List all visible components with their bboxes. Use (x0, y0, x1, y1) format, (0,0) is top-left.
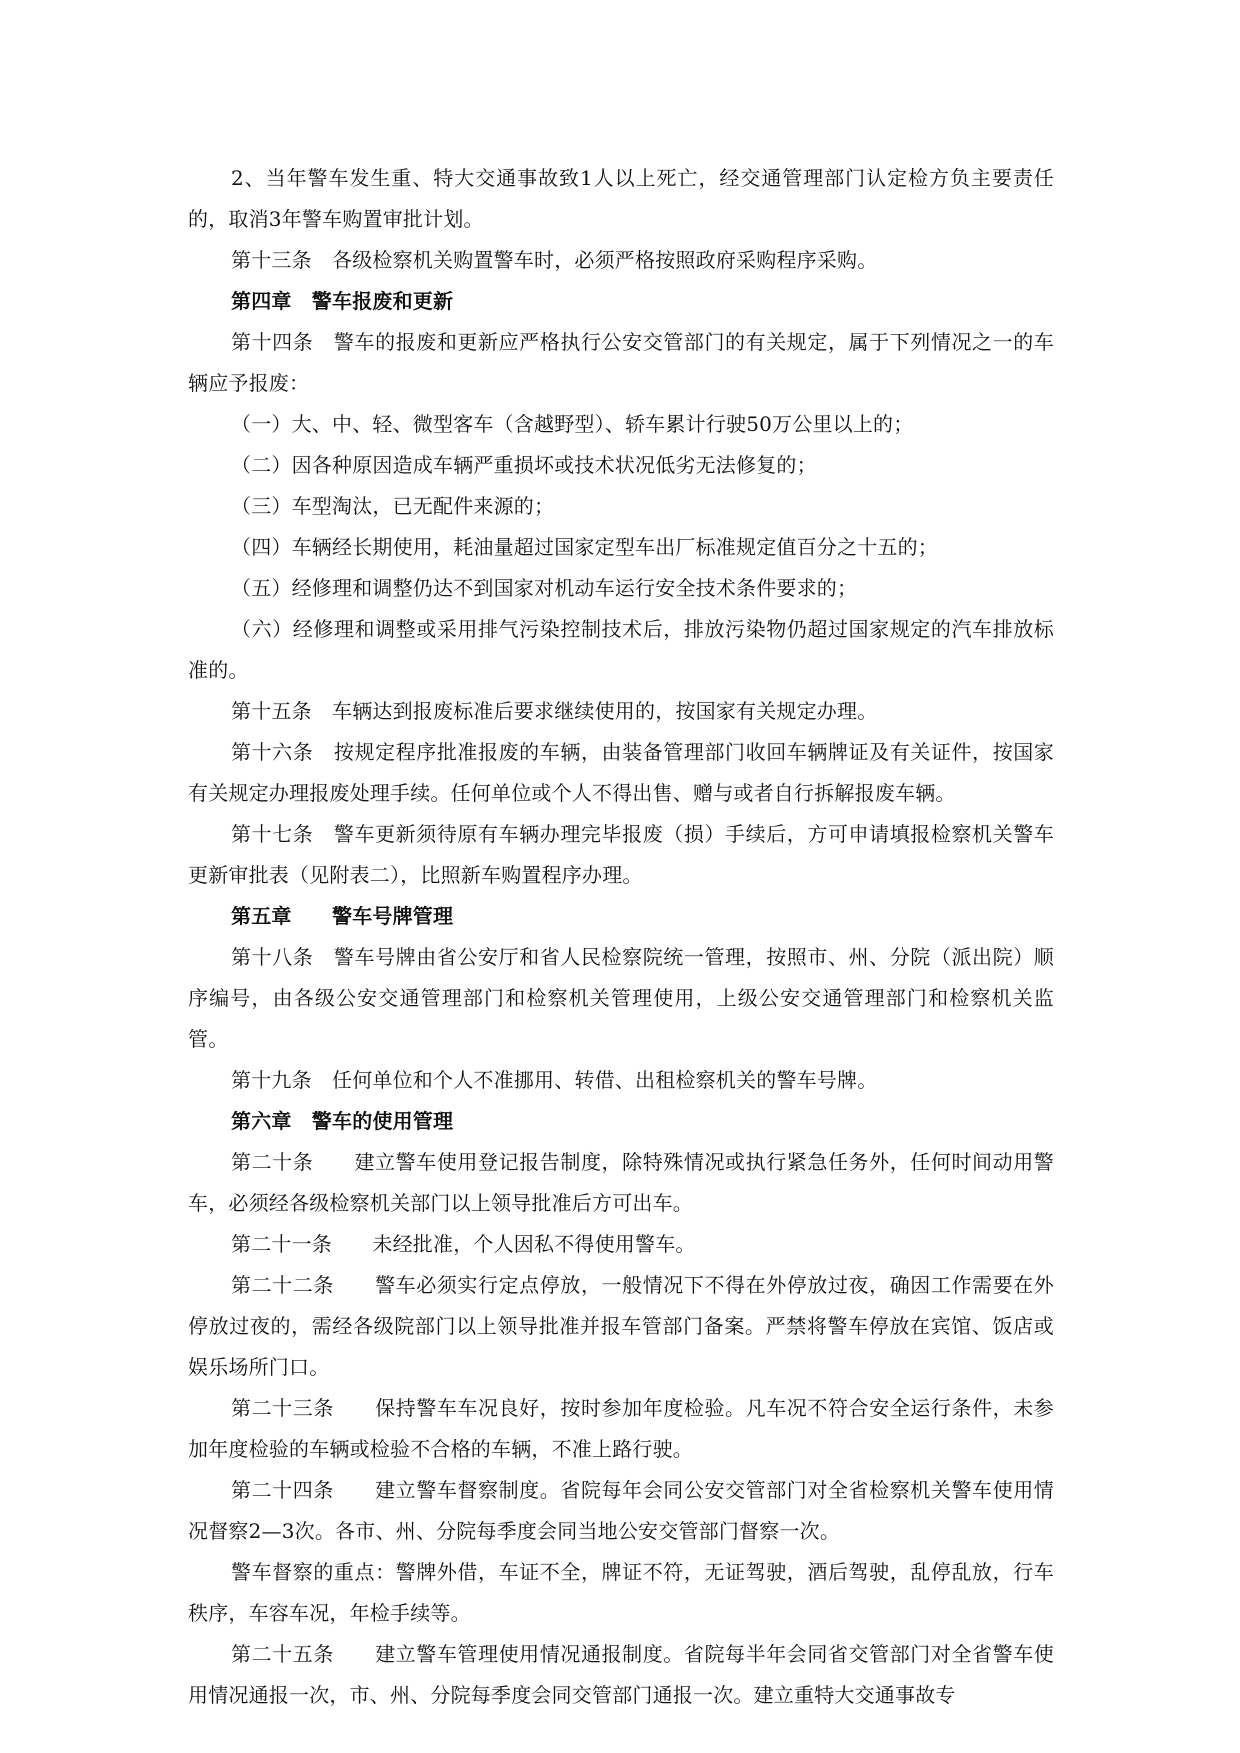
list-item-1: （一）大、中、轻、微型客车（含越野型）、轿车累计行驶50万公里以上的； (231, 412, 914, 436)
list-item-4: （四）车辆经长期使用，耗油量超过国家定型车出厂标准规定值百分之十五的； (231, 535, 938, 559)
paragraph-article-21: 第二十一条 未经批准，个人因私不得使用警车。 (231, 1232, 696, 1256)
paragraph-article-15: 第十五条 车辆达到报废标准后要求继续使用的，按国家有关规定办理。 (231, 699, 878, 723)
paragraph-article-23: 第二十三条 保持警车车况良好，按时参加年度检验。凡车况不符合安全运行条件，未参加年度检验的车辆或检验不合格的车辆，不准上路行驶。 (188, 1396, 1054, 1461)
document-body (188, 158, 1054, 1716)
chapter-5-heading: 第五章 警车号牌管理 (231, 904, 454, 928)
paragraph-article-12-item-2: 2、当年警车发生重、特大交通事故致1人以上死亡，经交通管理部门认定检方负主要责任的，取消3年警车购置审批计划。 (188, 166, 1054, 231)
paragraph-article-17: 第十七条 警车更新须待原有车辆办理完毕报废（损）手续后，方可申请填报检察机关警车更新审批表（见附表二），比照新车购置程序办理。 (188, 822, 1054, 887)
paragraph-article-22: 第二十二条 警车必须实行定点停放，一般情况下不得在外停放过夜，确因工作需要在外停放过夜的，需经各级院部门以上领导批准并报车管部门备案。严禁将警车停放在宾馆、饭店或娱乐场所门口。 (188, 1273, 1054, 1379)
paragraph-article-13: 第十三条 各级检察机关购置警车时，必须严格按照政府采购程序采购。 (231, 248, 878, 272)
paragraph-article-16: 第十六条 按规定程序批准报废的车辆，由装备管理部门收回车辆牌证及有关证件，按国家有关规定办理报废处理手续。任何单位或个人不得出售、赠与或者自行拆解报废车辆。 (188, 740, 1054, 805)
paragraph-article-14: 第十四条 警车的报废和更新应严格执行公安交管部门的有关规定，属于下列情况之一的车辆应予报废： (188, 330, 1054, 395)
list-item-3: （三）车型淘汰，已无配件来源的； (231, 494, 555, 518)
paragraph-article-25: 第二十五条 建立警车管理使用情况通报制度。省院每半年会同省交管部门对全省警车使用情况通报一次，市、州、分院每季度会同交管部门通报一次。建立重特大交通事故专 (188, 1642, 1054, 1707)
chapter-4-heading: 第四章 警车报废和更新 (231, 289, 454, 313)
paragraph-article-19: 第十九条 任何单位和个人不准挪用、转借、出租检察机关的警车号牌。 (231, 1068, 878, 1092)
paragraph-inspection-focus: 警车督察的重点：警牌外借，车证不全，牌证不符，无证驾驶，酒后驾驶，乱停乱放，行车秩序，车容车况，年检手续等。 (188, 1560, 1054, 1625)
paragraph-article-24: 第二十四条 建立警车督察制度。省院每年会同公安交管部门对全省检察机关警车使用情况督察2—3次。各市、州、分院每季度会同当地公安交管部门督察一次。 (188, 1478, 1054, 1543)
list-item-6: （六）经修理和调整或采用排气污染控制技术后，排放污染物仍超过国家规定的汽车排放标准的。 (188, 617, 1054, 682)
list-item-2: （二）因各种原因造成车辆严重损坏或技术状况低劣无法修复的； (231, 453, 817, 477)
paragraph-article-18: 第十八条 警车号牌由省公安厅和省人民检察院统一管理，按照市、州、分院（派出院）顺序编号，由各级公安交通管理部门和检察机关管理使用，上级公安交通管理部门和检察机关监管。 (188, 945, 1054, 1051)
list-item-5: （五）经修理和调整仍达不到国家对机动车运行安全技术条件要求的； (231, 576, 858, 600)
chapter-6-heading: 第六章 警车的使用管理 (231, 1109, 454, 1133)
paragraph-article-20: 第二十条 建立警车使用登记报告制度，除特殊情况或执行紧急任务外，任何时间动用警车，必须经各级检察机关部门以上领导批准后方可出车。 (188, 1150, 1054, 1215)
